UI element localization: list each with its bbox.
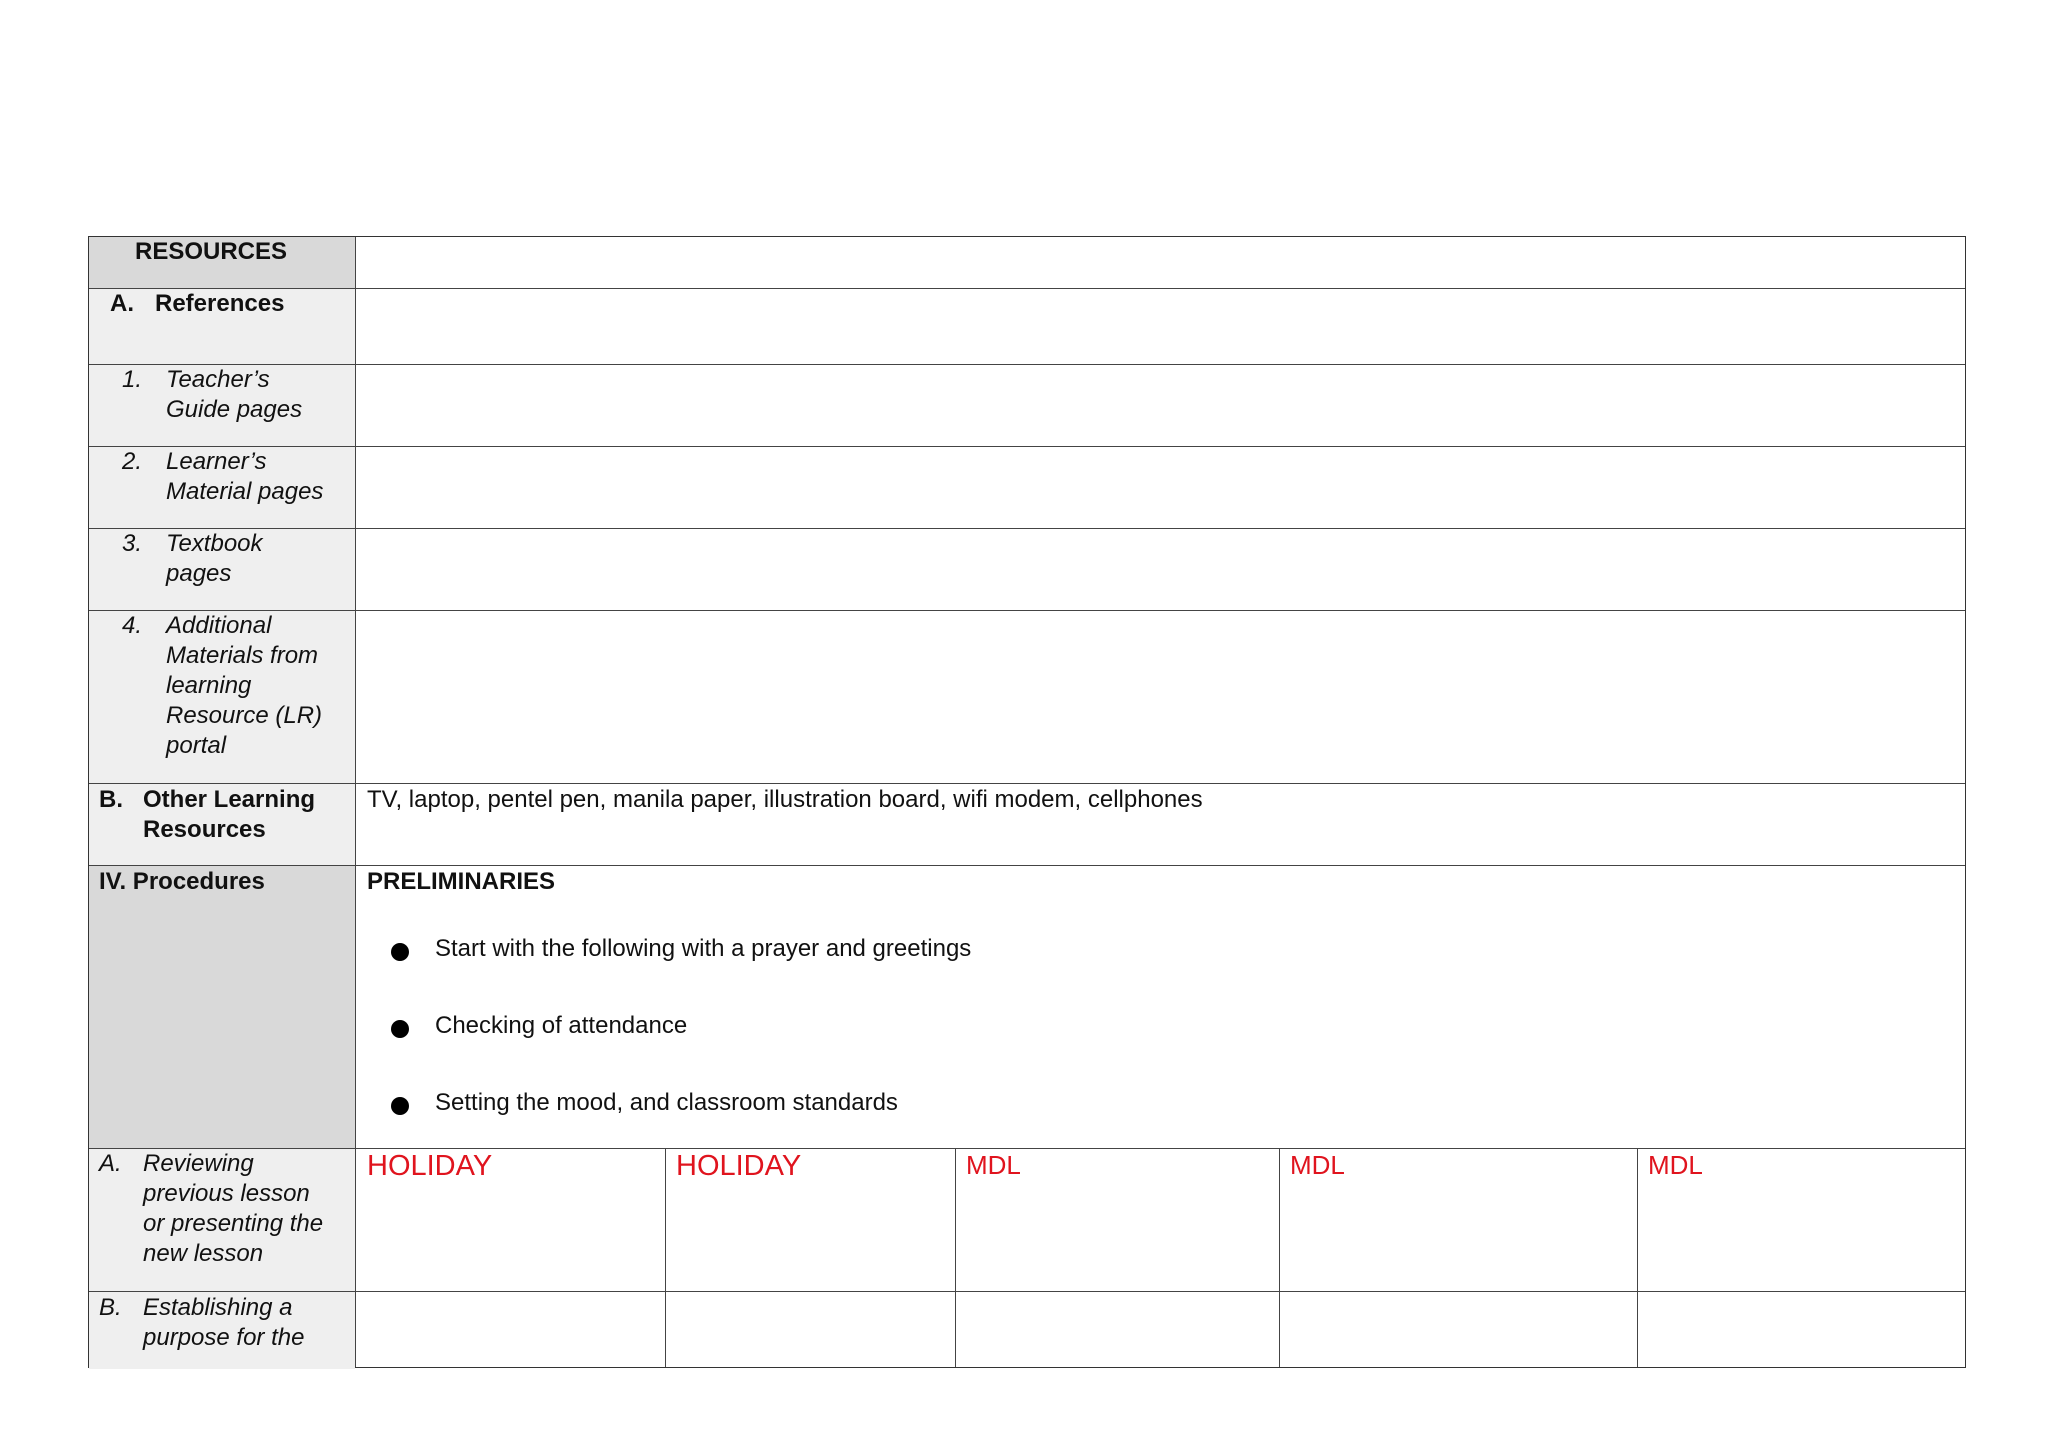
item-1-label-line: Guide pages: [166, 396, 303, 423]
references-label: References: [155, 290, 285, 317]
item-3-number: 3.: [122, 530, 143, 557]
preliminaries-bullet-text: Start with the following with a prayer and greetings: [435, 935, 972, 962]
row-divider: [89, 783, 1965, 784]
day-4-status: MDL: [1290, 1150, 1345, 1180]
reviewing-label-line: previous lesson: [143, 1180, 310, 1207]
item-2-number: 2.: [122, 448, 143, 475]
label-column-divider: [355, 237, 356, 1367]
row-divider: [89, 446, 1965, 447]
item-3-label-line: pages: [166, 560, 232, 587]
preliminaries-heading: PRELIMINARIES: [367, 868, 556, 895]
bullet-icon: [391, 1020, 409, 1038]
item-1-number: 1.: [122, 366, 143, 393]
item-1-label-line: Teacher’s: [166, 366, 270, 393]
day-column-divider: [1279, 1148, 1280, 1367]
day-5-status: MDL: [1648, 1150, 1703, 1180]
preliminaries-bullet-text: Setting the mood, and classroom standards: [435, 1089, 898, 1116]
row-divider: [89, 364, 1965, 365]
other-resources-label-line: Other Learning: [143, 786, 316, 813]
other-resources-value: TV, laptop, pentel pen, manila paper, illustration board, wifi modem, cellphones: [367, 786, 1203, 813]
item-4-label-line: Materials from: [166, 642, 319, 669]
reviewing-label-line: Reviewing: [143, 1150, 254, 1177]
item-4-number: 4.: [122, 612, 143, 639]
row-divider: [89, 288, 1965, 289]
reviewing-label-line: or presenting the: [143, 1210, 324, 1237]
item-4-label-line: learning: [166, 672, 252, 699]
other-resources-letter: B.: [99, 786, 123, 813]
day-1-status: HOLIDAY: [367, 1150, 493, 1182]
item-4-label-line: portal: [166, 732, 227, 759]
item-2-label-line: Learner’s: [166, 448, 267, 475]
preliminaries-bullet-text: Checking of attendance: [435, 1012, 688, 1039]
item-4-label-line: Resource (LR): [166, 702, 323, 729]
day-column-divider: [665, 1148, 666, 1367]
procedures-cell-bg: [89, 865, 355, 1148]
reviewing-letter: A.: [99, 1150, 122, 1177]
row-divider: [89, 865, 1965, 866]
day-column-divider: [955, 1148, 956, 1367]
other-resources-label-line: Resources: [143, 816, 266, 843]
day-3-status: MDL: [966, 1150, 1021, 1180]
day-column-divider: [1637, 1148, 1638, 1367]
references-letter: A.: [110, 290, 134, 317]
establishing-letter: B.: [99, 1294, 122, 1321]
resources-header: RESOURCES: [135, 238, 288, 265]
row-divider: [89, 610, 1965, 611]
resources-procedures-table: [88, 236, 1966, 1368]
row-divider: [89, 528, 1965, 529]
row-divider: [89, 1291, 1965, 1292]
item-2-label-line: Material pages: [166, 478, 324, 505]
establishing-label-line: purpose for the: [143, 1324, 305, 1351]
reviewing-label-line: new lesson: [143, 1240, 264, 1267]
item-4-label-line: Additional: [166, 612, 272, 639]
day-2-status: HOLIDAY: [676, 1150, 802, 1182]
bullet-icon: [391, 1097, 409, 1115]
bullet-icon: [391, 943, 409, 961]
procedures-label: IV. Procedures: [99, 868, 265, 895]
item-3-label-line: Textbook: [166, 530, 263, 557]
establishing-label-line: Establishing a: [143, 1294, 293, 1321]
